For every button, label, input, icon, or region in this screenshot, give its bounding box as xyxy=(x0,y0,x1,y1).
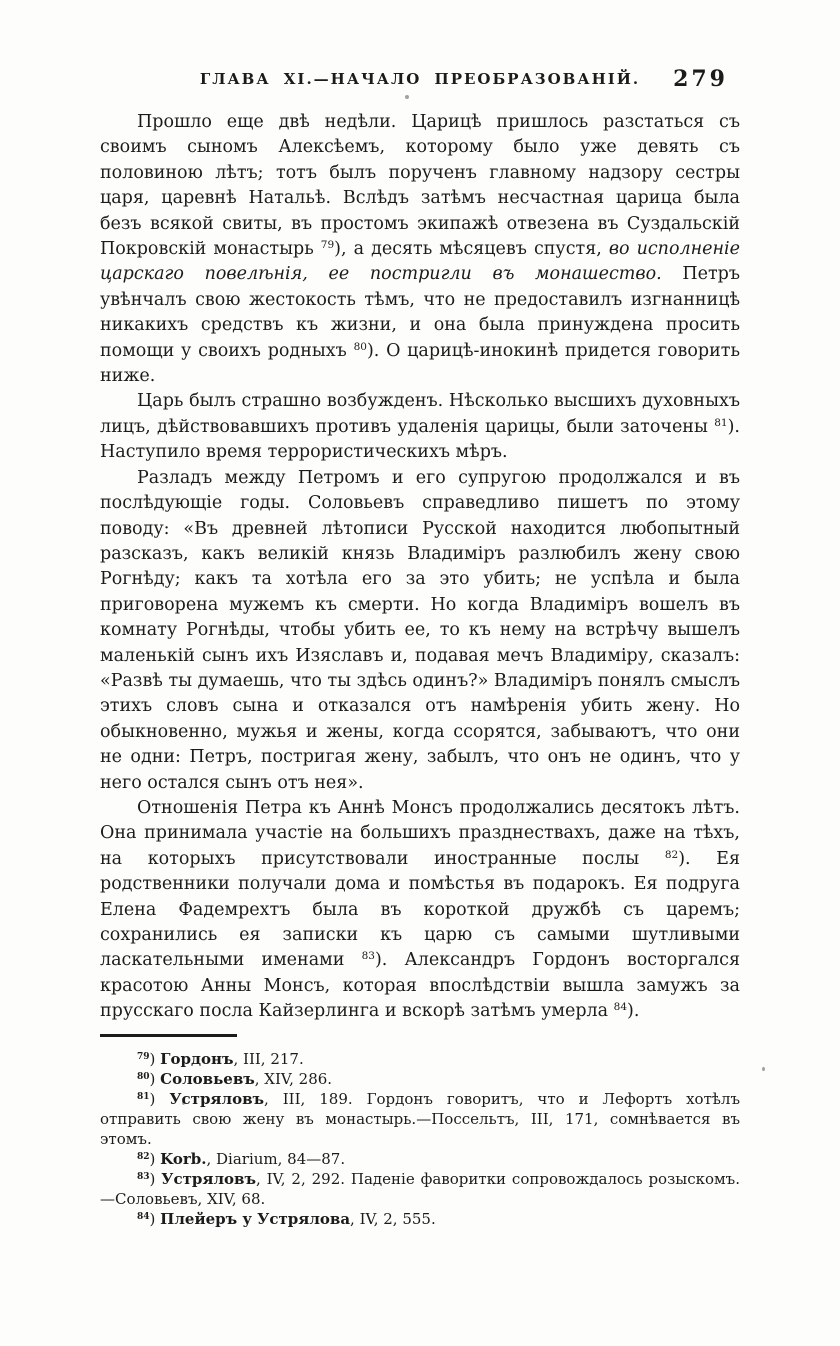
text-column xyxy=(100,66,740,1229)
paragraph xyxy=(100,389,740,465)
scan-speckle xyxy=(762,1067,765,1071)
text-run: ). xyxy=(627,1001,640,1022)
text-run: Соловьевъ xyxy=(160,1069,255,1088)
text-run: ) xyxy=(149,1069,161,1088)
footnotes xyxy=(100,1049,740,1229)
footnote-item xyxy=(100,1209,740,1229)
text-run: Прошло еще двѣ недѣли. Царицѣ пришлось разстаться съ своимъ сыномъ Алексѣемъ, которому было уже девять съ половиною лѣтъ; тотъ былъ порученъ главному надзору сестры царя, царевнѣ Натальѣ. Вслѣдъ затѣмъ несчастная царица была безъ всякой свиты, въ простомъ экипажѣ отвезена въ Суздальскій Покровскій монастырь xyxy=(100,112,740,260)
footnote-marker: 79 xyxy=(320,239,335,252)
footnote-item xyxy=(100,1069,740,1089)
paragraph xyxy=(100,466,740,796)
text-run: ). О царицѣ-инокинѣ придется говорить ниже. xyxy=(100,340,740,387)
running-title: ГЛАВА XI.—НАЧАЛО ПРЕОБРАЗОВАНІЙ. xyxy=(199,70,641,88)
text-run: Царь былъ страшно возбужденъ. Нѣсколько высшихъ духовныхъ лицъ, дѣйствовавшихъ противъ удаленія царицы, были заточены xyxy=(100,391,740,437)
text-run: ) xyxy=(149,1149,161,1168)
text-run: Плейеръ у Устрялова xyxy=(160,1209,351,1228)
text-run: , III, 189. Гордонъ говоритъ, что и Лефортъ хотѣлъ отправить свою жену въ монастырь.—Поссельтъ, III, 171, сомнѣвается въ этомъ. xyxy=(100,1089,741,1148)
text-run: ). Наступило время террористическихъ мѣръ. xyxy=(100,416,740,463)
text-run: Петръ увѣнчалъ свою жестокость тѣмъ, что не предоставилъ изгнанницѣ никакихъ средствъ къ жизни, и она была принуждена просить помощи у своихъ родныхъ xyxy=(100,264,740,361)
text-run: Отношенія Петра къ Аннѣ Монсъ продолжались десятокъ лѣтъ. Она принимала участіе на большихъ празднествахъ, даже на тѣхъ, на которыхъ присутствовали иностранные послы xyxy=(100,797,740,869)
text-run: Устряловъ xyxy=(161,1169,256,1188)
text-run: ) xyxy=(149,1089,170,1108)
footnote-item xyxy=(100,1169,740,1209)
text-run: , IV, 2, 555. xyxy=(350,1209,436,1228)
text-run: ). Ея родственники получали дома и помѣстья въ подарокъ. Ея подруга Елена Фадемрехтъ была въ короткой дружбѣ съ царемъ; сохранились ея записки къ царю съ самыми шутливыми ласкательными именами xyxy=(100,848,740,971)
text-run: Разладъ между Петромъ и его супругою продолжался и въ послѣдующіе годы. Соловьевъ справедливо пишетъ по этому поводу: «Въ древней лѣтописи Русской находится любопытный разсказъ, какъ великій князь Владиміръ разлюбилъ жену свою Рогнѣду; какъ та хотѣла его за это убить; не успѣла и была приговорена мужемъ къ смерти. Но когда Владиміръ вошелъ въ комнату Рогнѣды, чтобы убить ее, то къ нему на встрѣчу вышелъ маленькій сынъ ихъ Изяславъ и, подавая мечъ Владиміру, сказалъ: «Развѣ ты думаешь, что ты здѣсь одинъ?» Владиміръ понялъ смыслъ этихъ словъ сына и отказался отъ намѣренія убить жену. Но обыкновенно, мужья и жены, когда ссорятся, забываютъ, что они не одни: Петръ, постригая жену, забылъ, что онъ не одинъ, что у него остался сынъ отъ нея». xyxy=(100,467,740,793)
footnote-marker: 84 xyxy=(613,1001,628,1014)
page-header xyxy=(100,66,740,100)
footnote-marker: 82 xyxy=(664,849,679,862)
text-run: Устряловъ xyxy=(169,1089,265,1108)
text-run: ) xyxy=(149,1169,162,1188)
text-run: , XIV, 286. xyxy=(254,1069,333,1088)
footnote-marker: 84 xyxy=(137,1211,150,1222)
footnote-marker: 80 xyxy=(137,1071,150,1082)
page-number: 279 xyxy=(673,66,728,92)
text-run: , Diarium, 84—87. xyxy=(206,1149,346,1168)
footnote-marker: 81 xyxy=(137,1091,150,1102)
footnote-marker: 82 xyxy=(137,1151,150,1162)
paragraph xyxy=(100,110,740,389)
text-run: ) xyxy=(149,1209,161,1228)
text-run: , IV, 2, 292. Паденіе фаворитки сопровождалось розыскомъ.—Соловьевъ, XIV, 68. xyxy=(100,1169,740,1208)
footnote-item xyxy=(100,1049,740,1069)
paragraph xyxy=(100,796,740,1025)
text-run: Гордонъ xyxy=(160,1049,234,1068)
body-text xyxy=(100,110,740,1025)
footnote-marker: 83 xyxy=(137,1171,150,1182)
text-run: , III, 217. xyxy=(233,1049,304,1068)
footnote-item xyxy=(100,1089,740,1149)
text-run: ) xyxy=(149,1049,161,1068)
footnote-separator xyxy=(100,1034,237,1037)
footnote-marker: 80 xyxy=(353,340,367,353)
footnote-marker: 79 xyxy=(137,1051,150,1062)
text-run: ), а десять мѣсяцевъ спустя, xyxy=(334,239,609,260)
text-run: во исполненіе царскаго повелѣнія, ее постригли въ монашество. xyxy=(100,239,740,285)
text-run: Korb. xyxy=(160,1149,207,1168)
text-run: ). Александръ Гордонъ восторгался красотою Анны Монсъ, которая впослѣдствіи вышла замужъ за прусскаго посла Кайзерлинга и вскорѣ затѣмъ умерла xyxy=(100,950,741,1022)
footnote-item xyxy=(100,1149,740,1169)
footnote-marker: 83 xyxy=(361,950,375,963)
footnote-marker: 81 xyxy=(714,417,728,430)
